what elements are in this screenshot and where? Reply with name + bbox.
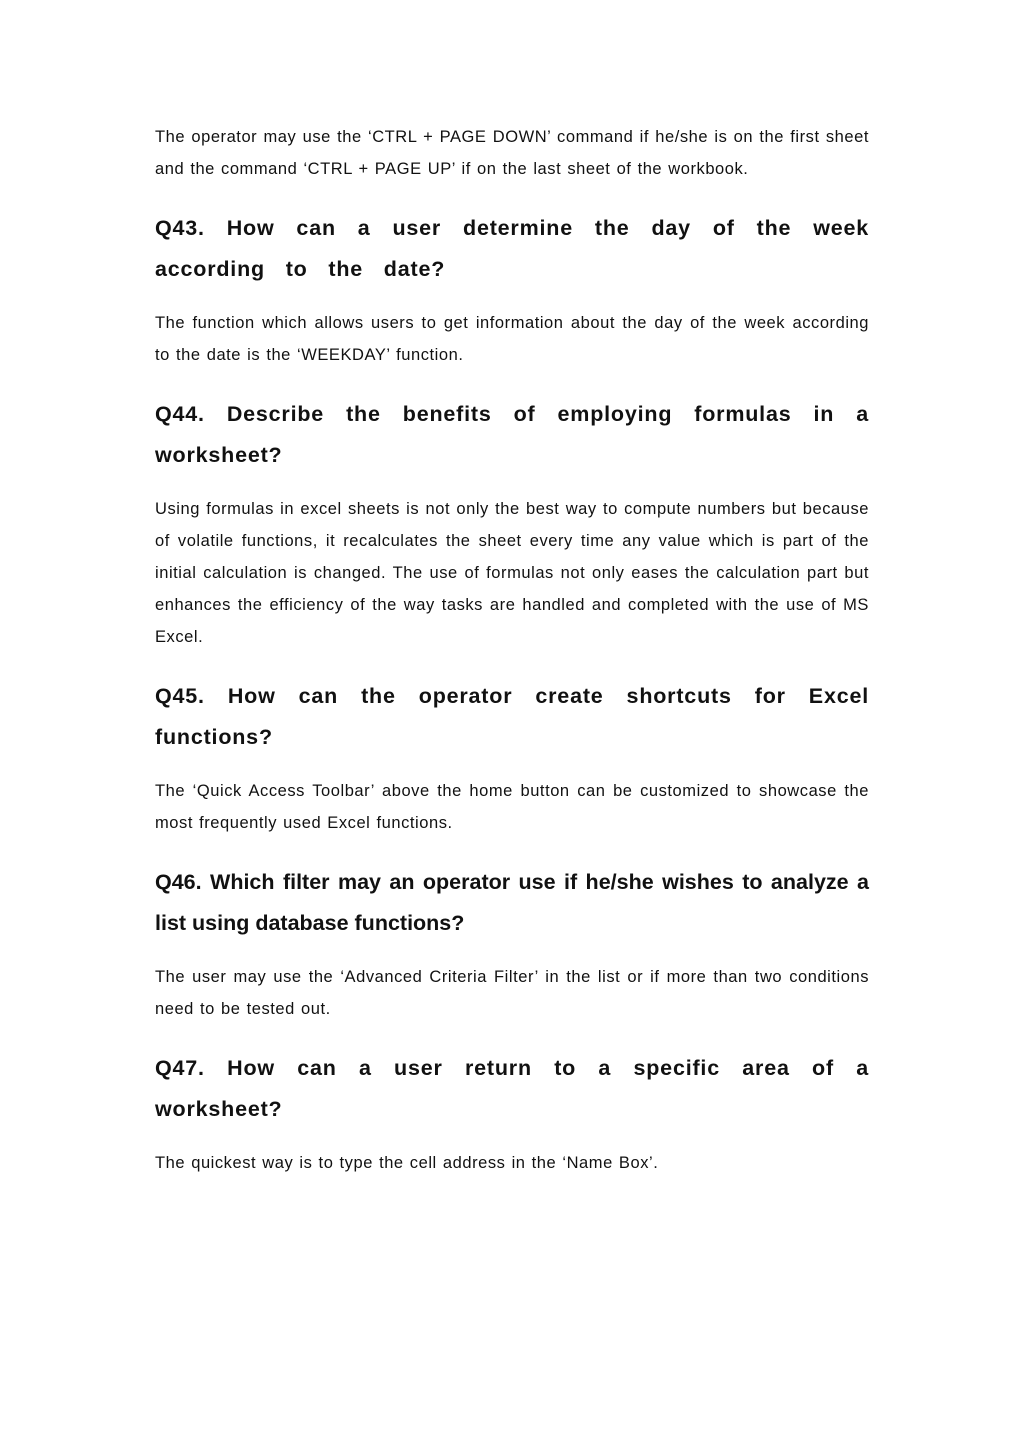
answer-q44: Using formulas in excel sheets is not only the best way to compute numbers but because of volatile functions, it recalculates the sheet every time any value which is part of the initial calculation is changed. The use of formulas not only eases the calculation part but enhances the efficiency of the way tasks are handled and completed with the use of MS Excel. <box>155 500 869 646</box>
answer-q46: The user may use the ‘Advanced Criteria Filter’ in the list or if more than two conditions need to be tested out. <box>155 968 869 1018</box>
spacer <box>155 653 869 676</box>
spacer <box>155 371 869 394</box>
spacer <box>155 944 869 961</box>
answer-q45: The ‘Quick Access Toolbar’ above the home button can be customized to showcase the most frequently used Excel functions. <box>155 782 869 832</box>
intro-paragraph: The operator may use the ‘CTRL + PAGE DOWN’ command if he/she is on the first sheet and the command ‘CTRL + PAGE UP’ if on the last sheet of the workbook. <box>155 128 869 178</box>
spacer <box>155 758 869 775</box>
question-q44: Q44. Describe the benefits of employing formulas in a worksheet? <box>155 402 869 467</box>
spacer <box>155 1130 869 1147</box>
answer-q43: The function which allows users to get information about the day of the week according to the date is the ‘WEEKDAY’ function. <box>155 314 869 364</box>
spacer <box>155 185 869 208</box>
question-q43: Q43. How can a user determine the day of the week according to the date? <box>155 216 869 281</box>
question-q45: Q45. How can the operator create shortcuts for Excel functions? <box>155 684 869 749</box>
spacer <box>155 290 869 307</box>
spacer <box>155 1025 869 1048</box>
spacer <box>155 839 869 862</box>
spacer <box>155 476 869 493</box>
question-q47: Q47. How can a user return to a specific area of a worksheet? <box>155 1056 869 1121</box>
document-page <box>155 121 869 1179</box>
answer-q47: The quickest way is to type the cell address in the ‘Name Box’. <box>155 1154 659 1172</box>
question-q46: Q46. Which filter may an operator use if he/she wishes to analyze a list using database functions? <box>155 870 869 935</box>
